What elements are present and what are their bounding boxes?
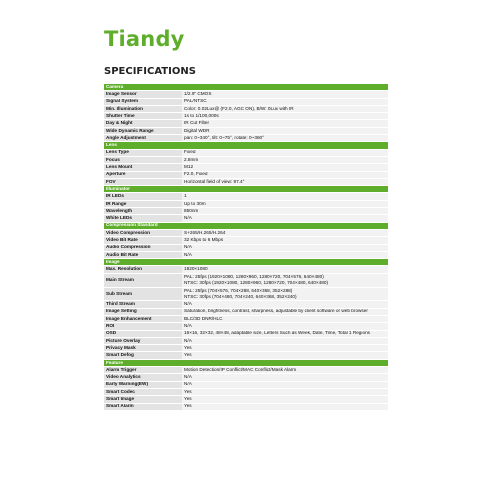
section-title: Compression Standard <box>104 222 388 229</box>
spec-label: Smart Codec <box>104 388 182 395</box>
spec-row <box>104 374 388 381</box>
spec-value-line: NTSC: 30fps (704×480, 704×240, 640×368, 352×240) <box>184 293 297 299</box>
spec-label: Image Sensor <box>104 91 182 98</box>
spec-label: IR Range <box>104 200 182 207</box>
spec-label: Video Analytics <box>104 374 182 381</box>
spec-value: 850nm <box>182 208 388 215</box>
spec-row <box>104 193 388 200</box>
spec-label: Video Bit Rate <box>104 237 182 244</box>
section-header <box>104 222 388 229</box>
page-title: SPECIFICATIONS <box>104 66 196 77</box>
specifications-table <box>104 83 388 410</box>
spec-row <box>104 381 388 388</box>
spec-label: Third Stream <box>104 301 182 308</box>
spec-row <box>104 215 388 222</box>
spec-label: Smart Image <box>104 396 182 403</box>
spec-row <box>104 156 388 163</box>
spec-row <box>104 251 388 258</box>
spec-value: 16×16, 32×32, 48×48, adaptable size, Letters Such as Week, Date, Time, Total 1 Regions <box>182 330 388 337</box>
spec-row <box>104 113 388 120</box>
spec-label: Lens Mount <box>104 164 182 171</box>
spec-row <box>104 200 388 207</box>
spec-value: S+265/H.265/H.264 <box>182 229 388 236</box>
spec-value: Horizontal field of view: 97.4° <box>182 178 388 185</box>
spec-label: Smart Defog <box>104 352 182 359</box>
spec-row <box>104 403 388 410</box>
specifications-body <box>104 84 388 410</box>
spec-row <box>104 98 388 105</box>
spec-value: Color: 0.02Lux@ (F2.0, AGC ON), B/W: 0Lux with IR <box>182 105 388 112</box>
spec-label: Early Warning(EW) <box>104 381 182 388</box>
spec-value: PAL/NTSC <box>182 98 388 105</box>
spec-label: FOV <box>104 178 182 185</box>
spec-label: Angle Adjustment <box>104 135 182 142</box>
spec-value-line: PAL: 25fps (704×576, 704×288, 640×368, 352×288) <box>184 287 293 293</box>
section-header <box>104 84 388 91</box>
spec-label: Sub Stream <box>104 287 182 301</box>
spec-value: N/A <box>182 323 388 330</box>
section-header <box>104 259 388 266</box>
brand-logo: Tiandy <box>104 27 185 51</box>
spec-label: Audio Compression <box>104 244 182 251</box>
spec-value: Yes <box>182 403 388 410</box>
spec-label: Alarm Trigger <box>104 367 182 374</box>
spec-row <box>104 287 388 301</box>
spec-value: N/A <box>182 215 388 222</box>
spec-label: Aperture <box>104 171 182 178</box>
spec-label: OSD <box>104 330 182 337</box>
spec-value: Yes <box>182 396 388 403</box>
spec-label: Smart Alarm <box>104 403 182 410</box>
spec-value: 1920×1080 <box>182 266 388 273</box>
spec-row <box>104 229 388 236</box>
spec-value: Saturation, brightness, contrast, sharpness, adjustable by client software or web browser <box>182 308 388 315</box>
spec-label: Video Compression <box>104 229 182 236</box>
section-title: Illuminator <box>104 186 388 193</box>
spec-label: IR LEDs <box>104 193 182 200</box>
spec-value: pan: 0~340°, tilt: 0~75°, rotate: 0~360° <box>182 135 388 142</box>
spec-value: IR Cut Filter <box>182 120 388 127</box>
spec-label: Shutter Time <box>104 113 182 120</box>
spec-row <box>104 308 388 315</box>
spec-value <box>182 287 388 301</box>
spec-label: Wavelength <box>104 208 182 215</box>
spec-value: F2.0, Fixed <box>182 171 388 178</box>
spec-label: Main Stream <box>104 273 182 287</box>
section-title: Lens <box>104 142 388 149</box>
spec-value: Yes <box>182 352 388 359</box>
spec-value-line: NTSC: 30fps (1920×1080, 1280×960, 1280×720, 704×480, 640×480) <box>184 280 328 286</box>
spec-row <box>104 388 388 395</box>
spec-row <box>104 323 388 330</box>
spec-row <box>104 237 388 244</box>
spec-value: Yes <box>182 388 388 395</box>
spec-value: N/A <box>182 244 388 251</box>
section-title: Image <box>104 259 388 266</box>
spec-value: BLC/3D DNR/HLC <box>182 315 388 322</box>
spec-value: N/A <box>182 301 388 308</box>
spec-value: 2.8mm <box>182 156 388 163</box>
section-header <box>104 359 388 366</box>
spec-row <box>104 315 388 322</box>
spec-label: Picture Overlay <box>104 337 182 344</box>
spec-row <box>104 208 388 215</box>
spec-label: Day & Night <box>104 120 182 127</box>
spec-value: Motion Detection/IP Conflict/MAC Conflict/Mask Alarm <box>182 367 388 374</box>
spec-label: Min. Illumination <box>104 105 182 112</box>
spec-value: N/A <box>182 381 388 388</box>
spec-label: Image Enhancement <box>104 315 182 322</box>
spec-row <box>104 127 388 134</box>
spec-value: 32 Kbps to 6 Mbps <box>182 237 388 244</box>
spec-value: Yes <box>182 345 388 352</box>
spec-row <box>104 91 388 98</box>
spec-label: Focus <box>104 156 182 163</box>
spec-value: 1 <box>182 193 388 200</box>
spec-label: Image Setting <box>104 308 182 315</box>
section-header <box>104 186 388 193</box>
spec-row <box>104 244 388 251</box>
spec-value: Digital WDR <box>182 127 388 134</box>
spec-value: 1s to 1/100,000s <box>182 113 388 120</box>
spec-row <box>104 301 388 308</box>
spec-row <box>104 396 388 403</box>
spec-label: Max. Resolution <box>104 266 182 273</box>
spec-row <box>104 171 388 178</box>
spec-row <box>104 135 388 142</box>
section-header <box>104 142 388 149</box>
spec-row <box>104 367 388 374</box>
spec-value: N/A <box>182 337 388 344</box>
spec-row <box>104 330 388 337</box>
spec-label: White LEDs <box>104 215 182 222</box>
spec-label: Audio Bit Rate <box>104 251 182 258</box>
spec-row <box>104 337 388 344</box>
spec-row <box>104 345 388 352</box>
spec-value-line: PAL: 25fps (1920×1080, 1280×960, 1280×720, 704×576, 640×480) <box>184 273 324 279</box>
spec-row <box>104 164 388 171</box>
spec-row <box>104 120 388 127</box>
spec-row <box>104 149 388 156</box>
spec-value: Fixed <box>182 149 388 156</box>
spec-row <box>104 266 388 273</box>
section-title: Camera <box>104 84 388 91</box>
spec-value: M12 <box>182 164 388 171</box>
spec-row <box>104 105 388 112</box>
spec-row <box>104 178 388 185</box>
section-title: Feature <box>104 359 388 366</box>
spec-value: 1/2.9" CMOS <box>182 91 388 98</box>
spec-label: Privacy Mask <box>104 345 182 352</box>
spec-row <box>104 273 388 287</box>
spec-value: N/A <box>182 374 388 381</box>
spec-value: N/A <box>182 251 388 258</box>
spec-label: ROI <box>104 323 182 330</box>
spec-row <box>104 352 388 359</box>
spec-value: Up to 30m <box>182 200 388 207</box>
spec-label: Wide Dynamic Range <box>104 127 182 134</box>
spec-label: Signal System <box>104 98 182 105</box>
spec-label: Lens Type <box>104 149 182 156</box>
spec-value <box>182 273 388 287</box>
